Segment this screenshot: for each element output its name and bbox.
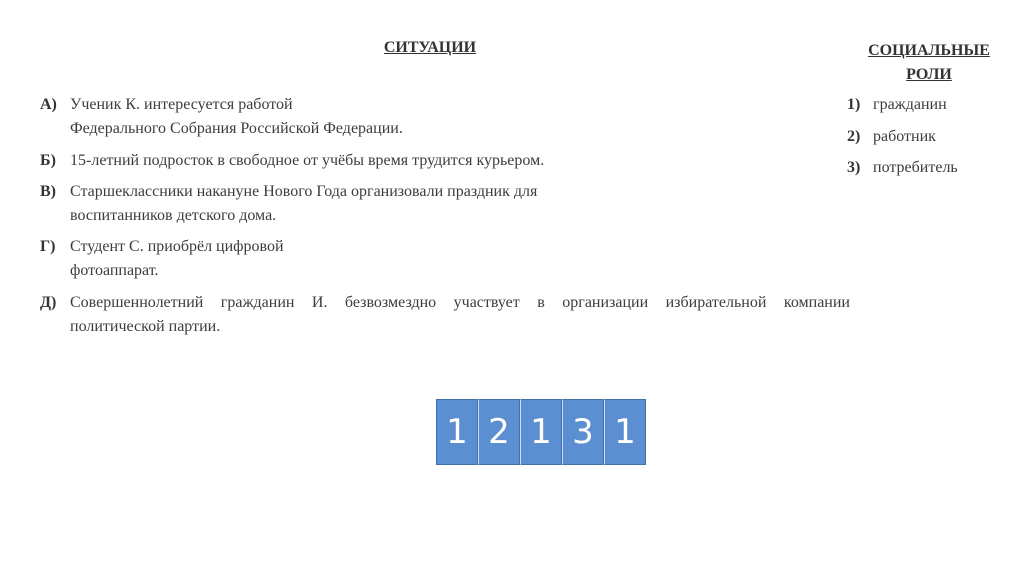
situation-line: 15-летний подросток в свободное от учёбы время трудится курьером. (70, 152, 545, 169)
roles-heading-line2: РОЛИ (906, 66, 952, 83)
role-item-consumer (847, 156, 958, 180)
situation-line: Ученик К. интересуется работой (70, 96, 293, 113)
role-label: гражданин (873, 96, 947, 113)
answer-cell: 1 (520, 399, 562, 465)
situation-text (70, 93, 403, 141)
situation-line: Совершеннолетний гражданин И. безвозмездно участвует в организации избирательной компании (70, 294, 850, 311)
situation-text (70, 149, 544, 173)
situation-line: воспитанников детского дома. (70, 207, 277, 224)
role-label: потребитель (873, 159, 958, 176)
situation-line: Федерального Собрания Российской Федерации. (70, 120, 403, 137)
role-number: 3) (847, 159, 861, 176)
situation-text (70, 291, 850, 339)
answer-cell: 2 (478, 399, 520, 465)
situation-letter: Г) (40, 238, 56, 255)
answer-cell: 1 (604, 399, 646, 465)
answer-cell: 3 (562, 399, 604, 465)
role-number: 1) (847, 96, 861, 113)
situation-text (70, 235, 284, 283)
role-item-citizen (847, 93, 947, 117)
situation-line: Студент С. приобрёл цифровой (70, 238, 284, 255)
situation-letter: Д) (40, 294, 57, 311)
role-label: работник (873, 128, 936, 145)
situation-letter: Б) (40, 152, 56, 169)
role-number: 2) (847, 128, 861, 145)
answer-boxes (436, 399, 646, 465)
answer-cell: 1 (436, 399, 478, 465)
situation-letter: А) (40, 96, 57, 113)
situation-text (70, 180, 537, 228)
situation-line: Старшеклассники накануне Нового Года организовали праздник для (70, 183, 538, 200)
role-item-worker (847, 125, 936, 149)
situation-line: политической партии. (70, 318, 221, 335)
situation-line: фотоаппарат. (70, 262, 159, 279)
situation-letter: В) (40, 183, 56, 200)
roles-heading (858, 39, 1000, 87)
situations-heading: СИТУАЦИИ (383, 39, 477, 56)
roles-heading-line1: СОЦИАЛЬНЫЕ (868, 42, 990, 59)
